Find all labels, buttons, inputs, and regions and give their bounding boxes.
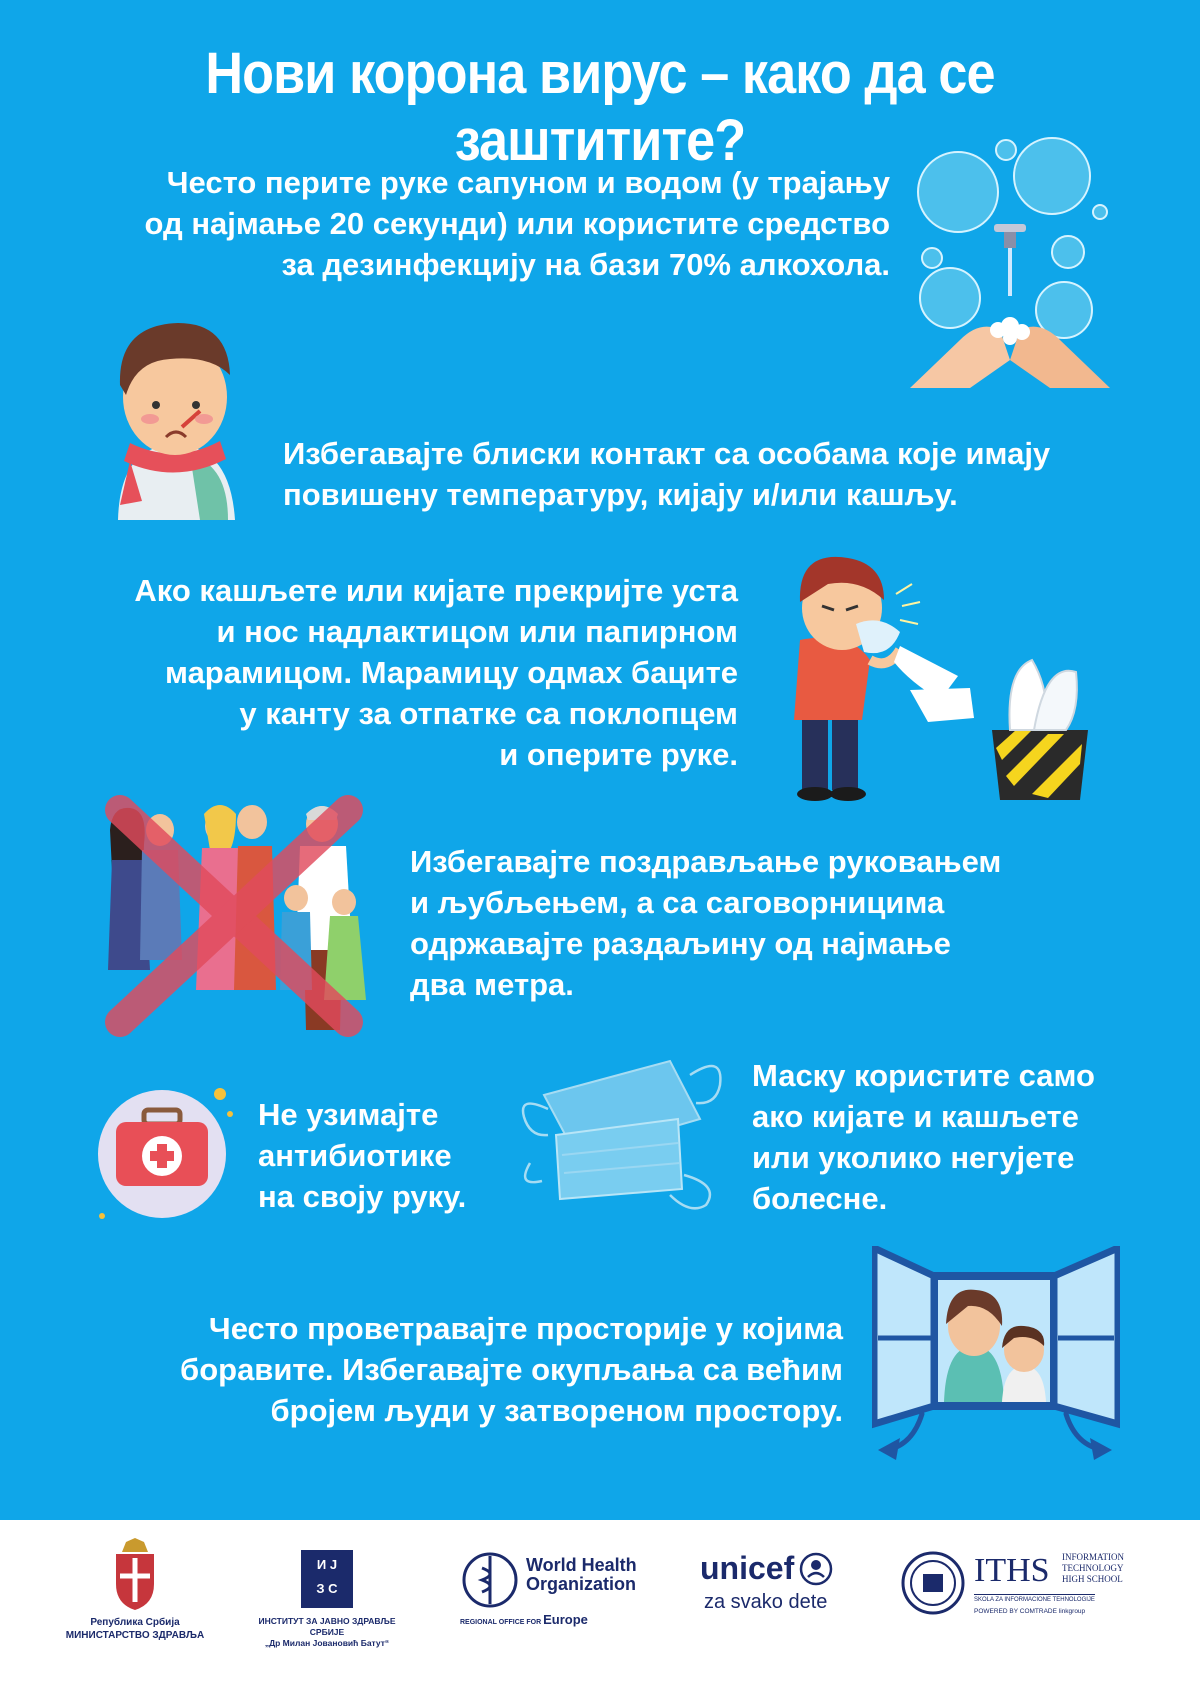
handwash-line-3: за дезинфекцију на бази 70% алкохола. — [281, 247, 890, 282]
unicef-logo — [700, 1550, 850, 1614]
institute-badge-bottom: З С — [316, 1581, 338, 1596]
unicef-name: unicef — [700, 1550, 795, 1586]
antibiotics-text — [258, 1094, 518, 1217]
mask-line-1: Маску користите само — [752, 1058, 1095, 1093]
iths-sub: SKOLA ZA INFORMACIONE TEHNOLOGIJE — [974, 1594, 1095, 1603]
greeting-line-3: одржавајте раздаљину од најмање — [410, 926, 951, 961]
greeting-line-1: Избегавајте поздрављање руковањем — [410, 844, 1002, 879]
iths-logo — [900, 1550, 1160, 1630]
who-europe-logo — [460, 1550, 640, 1630]
handwash-line-1: Често перите руке сапуном и водом (у трајању — [166, 165, 890, 200]
sneezing-boy-icon — [770, 550, 1110, 805]
greeting-line-2: и љубљењем, а са саговорницима — [410, 885, 945, 920]
iths-side-3: HIGH SCHOOL — [1062, 1574, 1123, 1584]
institute-line-1: ИНСТИТУТ ЗА ЈАВНО ЗДРАВЉЕ СРБИЈЕ — [258, 1616, 396, 1637]
ventilate-text — [60, 1308, 843, 1431]
unicef-emblem-icon — [798, 1551, 834, 1587]
mask-line-4: болесне. — [752, 1181, 888, 1216]
cough-line-1: Ако кашљете или кијате прекријте уста — [134, 573, 738, 608]
who-line-1: World Health — [526, 1555, 637, 1575]
iths-powered-1: COMTRADE — [1019, 1608, 1057, 1615]
iths-seal-icon — [900, 1550, 966, 1616]
iths-powered-2: linkgroup — [1058, 1608, 1086, 1615]
who-emblem-icon — [460, 1550, 520, 1610]
serbia-line-2: МИНИСТАРСТВО ЗДРАВЉА — [65, 1630, 205, 1641]
institute-badge — [301, 1550, 353, 1608]
mask-text — [752, 1055, 1172, 1219]
crossed-out-family-icon — [100, 790, 370, 1045]
cough-line-4: у канту за отпатке са поклопцем — [239, 696, 738, 731]
institute-badge-top: И Ј — [316, 1557, 338, 1572]
serbia-coat-of-arms-icon — [114, 1538, 156, 1610]
partner-logos-footer — [0, 1520, 1200, 1691]
cough-line-3: марамицом. Марамицу одмах баците — [165, 655, 738, 690]
handwashing-icon — [910, 130, 1110, 390]
institute-line-2: „Др Милан Јовановић Батут“ — [264, 1638, 390, 1648]
sick-boy-icon — [100, 315, 250, 520]
contact-text — [283, 433, 1143, 515]
cough-text — [60, 570, 738, 775]
institute-logo — [242, 1550, 412, 1649]
iths-name: ITHS — [974, 1552, 1050, 1589]
cough-line-2: и нос надлактицом или папирном — [216, 614, 738, 649]
mask-line-2: ако кијате и кашљете — [752, 1099, 1079, 1134]
antibiotics-line-1: Не узимајте — [258, 1097, 439, 1132]
greeting-text — [410, 841, 1170, 1005]
antibiotics-line-3: на своју руку. — [258, 1179, 467, 1214]
antibiotics-line-2: антибиотике — [258, 1138, 452, 1173]
first-aid-kit-icon — [90, 1080, 240, 1230]
greeting-line-4: два метра. — [410, 967, 574, 1002]
handwash-text — [60, 162, 890, 285]
iths-powered-prefix: POWERED BY — [974, 1608, 1018, 1615]
iths-side-1: INFORMATION — [1062, 1552, 1125, 1562]
ventilate-line-2: боравите. Избегавајте окупљања са већим — [180, 1352, 843, 1387]
iths-side-2: TECHNOLOGY — [1062, 1563, 1124, 1573]
serbia-line-1: Република Србија — [90, 1617, 180, 1628]
serbia-ministry-logo — [60, 1538, 210, 1642]
face-mask-icon — [520, 1055, 730, 1215]
contact-line-2: повишену температуру, кијају и/или кашљу. — [283, 477, 958, 512]
who-line-2: Organization — [526, 1574, 637, 1594]
who-sub-prefix: REGIONAL OFFICE FOR — [460, 1619, 542, 1626]
who-sub-region: Europe — [543, 1612, 588, 1627]
cough-line-5: и оперите руке. — [499, 737, 738, 772]
mask-line-3: или уколико негујете — [752, 1140, 1075, 1175]
ventilate-line-1: Често проветравајте просторије у којима — [208, 1311, 843, 1346]
page-title: Нови корона вирус – како да се заштитите? — [205, 41, 995, 173]
unicef-tagline: za svako dete — [704, 1591, 828, 1613]
handwash-line-2: од најмање 20 секунди) или користите средство — [144, 206, 890, 241]
contact-line-1: Избегавајте блиски контакт са особама које имају — [283, 436, 1051, 471]
ventilate-line-3: бројем људи у затвореном простору. — [270, 1393, 843, 1428]
open-window-icon — [872, 1246, 1120, 1461]
